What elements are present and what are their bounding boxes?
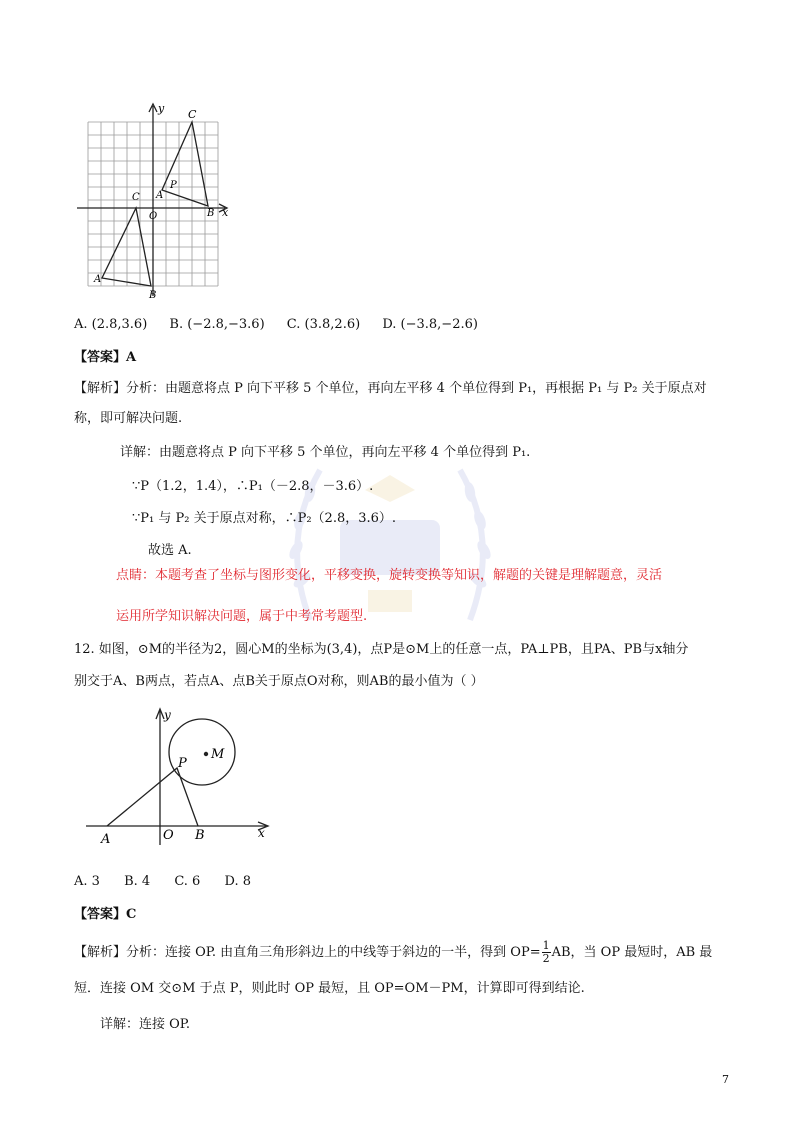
q12-stem-line-1: 12. 如图，⊙M的半径为2，圆心M的坐标为(3,4)，点P是⊙M上的任意一点，PA⊥PB，且PA、PB与x轴分 <box>74 642 689 657</box>
q12-fraction <box>542 940 551 965</box>
q11-detail-line-4: 故选 A. <box>148 543 192 558</box>
q11-option-c: C. (3.8,2.6) <box>286 317 361 332</box>
q12-label-m: M <box>211 747 225 762</box>
q11-label-p: P <box>170 180 177 191</box>
q11-option-a: A. (2.8,3.6) <box>74 317 148 332</box>
q11-detail-line-2: ∵P（1.2，1.4），∴P₁（－2.8，－3.6）. <box>132 479 374 494</box>
q11-option-d: D. (−3.8,−2.6) <box>382 317 478 332</box>
q12-option-b: B. 4 <box>124 874 151 889</box>
q12-detail-line-1: 详解：连接 OP. <box>100 1017 191 1032</box>
q11-detail-line-1: 详解：由题意将点 P 向下平移 5 个单位，再向左平移 4 个单位得到 P₁. <box>120 445 531 460</box>
q12-option-a: A. 3 <box>74 874 100 889</box>
q11-options <box>74 317 478 332</box>
q12-stem-line-2: 别交于A、B两点，若点A、点B关于原点O对称，则AB的最小值为（ ） <box>74 674 484 689</box>
q12-label-y: y <box>164 708 171 722</box>
q12-center-point <box>204 752 208 756</box>
q12-analysis-line-1 <box>74 940 712 965</box>
q12-options <box>74 874 251 889</box>
q12-fraction-numerator: 1 <box>542 939 550 952</box>
q11-label-o: O <box>149 211 158 222</box>
q11-label-b: B <box>207 208 215 219</box>
q11-answer: 【答案】A <box>74 350 137 365</box>
q11-analysis-line-2: 称，即可解决问题. <box>74 411 183 426</box>
q11-analysis-line-1: 【解析】分析：由题意将点 P 向下平移 5 个单位，再向左平移 4 个单位得到 P₁，再根据 P₁ 与 P₂ 关于原点对 <box>74 381 707 396</box>
q12-analysis-text: 【解析】分析：连接 OP. 由直角三角形斜边上的中线等于斜边的一半，得到 OP= <box>74 945 541 960</box>
q12-coordinate-figure <box>80 705 280 850</box>
q11-label-c1: C <box>132 192 140 203</box>
q12-label-b: B <box>195 828 205 843</box>
q11-label-c: C <box>188 108 197 121</box>
q12-fraction-denominator: 2 <box>542 952 550 965</box>
q12-analysis-line-2: 短．连接 OM 交⊙M 于点 P，则此时 OP 最短，且 OP=OM－PM，计算即可得到结论. <box>74 981 585 996</box>
q12-option-c: C. 6 <box>174 874 201 889</box>
q12-label-a: A <box>101 832 111 847</box>
q11-comment-line-1: 点睛：本题考查了坐标与图形变化，平移变换，旋转变换等知识，解题的关键是理解题意，灵活 <box>116 568 663 583</box>
q12-label-p: P <box>178 756 187 771</box>
q11-coordinate-figure <box>75 100 245 300</box>
q11-option-b: B. (−2.8,−3.6) <box>169 317 265 332</box>
page-number: 7 <box>722 1073 729 1086</box>
q11-label-a1: A <box>94 274 102 285</box>
q12-answer: 【答案】C <box>74 907 137 922</box>
q11-label-y: y <box>158 102 165 115</box>
q11-label-x: x <box>222 206 229 219</box>
q12-analysis-text-tail: AB，当 OP 最短时，AB 最 <box>551 945 713 960</box>
q11-detail-line-3: ∵P₁ 与 P₂ 关于原点对称，∴P₂（2.8，3.6）. <box>132 511 397 526</box>
q12-label-x: x <box>258 826 265 840</box>
q12-label-o: O <box>163 828 174 843</box>
q11-label-a: A <box>156 190 164 201</box>
q12-option-d: D. 8 <box>224 874 251 889</box>
q11-label-b1: B <box>149 290 157 300</box>
q11-comment-line-2: 运用所学知识解决问题，属于中考常考题型. <box>116 609 368 624</box>
